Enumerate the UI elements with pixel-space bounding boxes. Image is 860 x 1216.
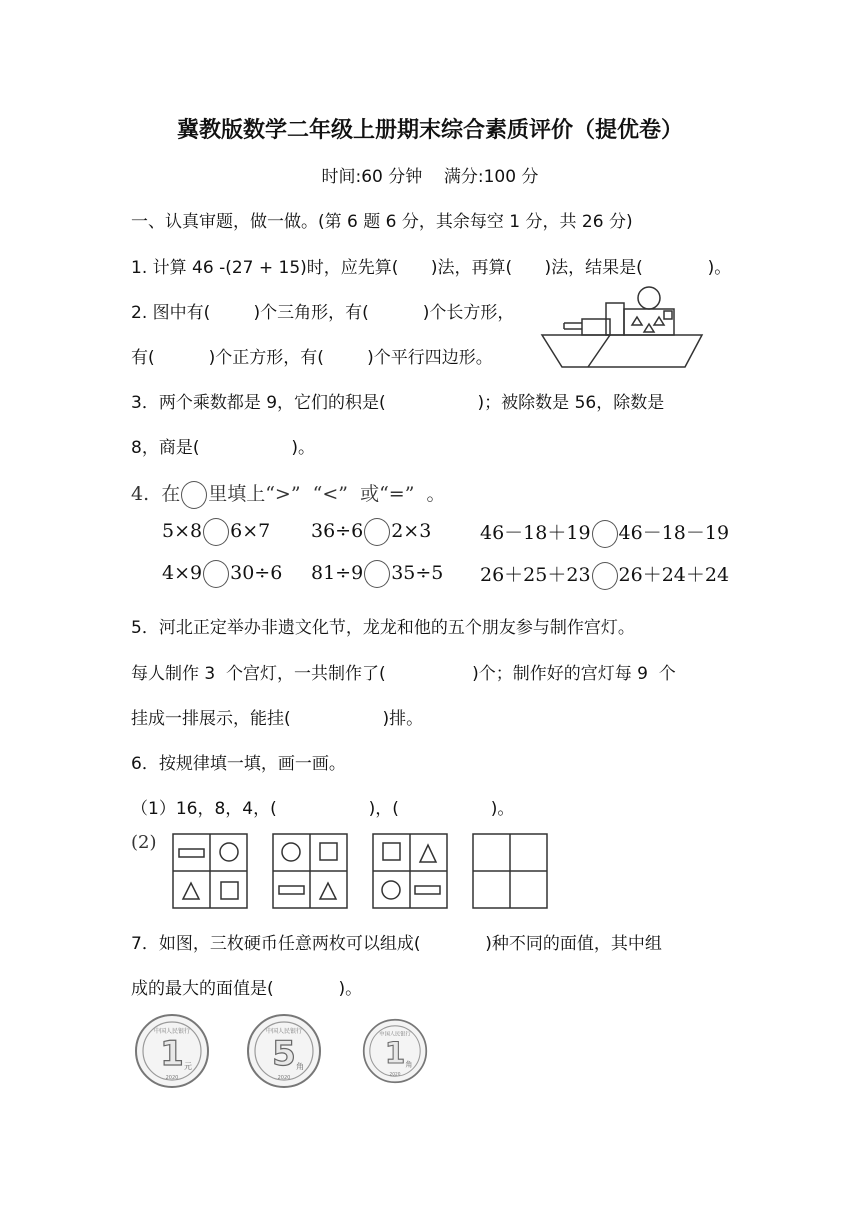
compare-circle bbox=[181, 481, 207, 509]
pattern-grid-answer[interactable] bbox=[472, 833, 548, 909]
expr-left: 5×8 bbox=[162, 520, 203, 542]
coin-value: 5 bbox=[272, 1034, 296, 1074]
coin-unit: 角 bbox=[405, 1060, 413, 1069]
answer-circle[interactable] bbox=[203, 560, 229, 588]
question-7-line-2: 成的最大的面值是( )。 bbox=[131, 979, 363, 999]
coin-year: 2020 bbox=[165, 1075, 179, 1081]
q4-row-2-item-3 bbox=[480, 560, 729, 590]
answer-circle[interactable] bbox=[592, 562, 618, 590]
coin-rim-text: 中国人民银行 bbox=[265, 1028, 303, 1035]
coin-unit: 元 bbox=[184, 1062, 192, 1071]
expr-right: 26＋24＋24 bbox=[618, 564, 730, 586]
answer-circle[interactable] bbox=[364, 518, 390, 546]
expr-right: 2×3 bbox=[391, 520, 432, 542]
expr-left: 36÷6 bbox=[311, 520, 364, 542]
question-6: 6．按规律填一填，画一画。 bbox=[131, 754, 346, 774]
answer-circle[interactable] bbox=[592, 520, 618, 548]
coin-rim-text: 中国人民银行 bbox=[379, 1031, 411, 1038]
question-6-part-1: （1）16，8，4，( )，( )。 bbox=[131, 799, 515, 819]
expr-right: 35÷5 bbox=[391, 562, 444, 584]
q4-row-2-item-1 bbox=[162, 560, 282, 588]
question-3-line-1: 3．两个乘数都是 9，它们的积是( )；被除数是 56，除数是 bbox=[131, 393, 665, 413]
question-6-part-2-label: (2) bbox=[131, 832, 157, 853]
coin-1-yuan bbox=[134, 1013, 210, 1089]
expr-left: 4×9 bbox=[162, 562, 203, 584]
expr-left: 81÷9 bbox=[311, 562, 364, 584]
coin-5-jiao bbox=[246, 1013, 322, 1089]
coin-value: 1 bbox=[160, 1034, 184, 1074]
q4-head-post: 里填上“>” “<” 或“=” 。 bbox=[208, 483, 446, 505]
ship-figure bbox=[540, 285, 705, 375]
question-5-line-2: 每人制作 3 个宫灯，一共制作了( )个；制作好的宫灯每 9 个 bbox=[131, 664, 676, 684]
pattern-grid-1 bbox=[172, 833, 248, 909]
q4-row-1-item-1 bbox=[162, 518, 270, 546]
time-info: 时间:60 分钟 满分:100 分 bbox=[321, 167, 539, 187]
question-4-heading bbox=[131, 479, 446, 509]
question-7-line-1: 7．如图，三枚硬币任意两枚可以组成( )种不同的面值，其中组 bbox=[131, 934, 662, 954]
pattern-grid-3 bbox=[372, 833, 448, 909]
page-title: 冀教版数学二年级上册期末综合素质评价（提优卷） bbox=[176, 118, 683, 143]
q4-head-pre: 4. 在 bbox=[131, 483, 181, 505]
question-5-line-1: 5．河北正定举办非遗文化节，龙龙和他的五个朋友参与制作宫灯。 bbox=[131, 618, 635, 638]
coin-1-jiao bbox=[362, 1018, 428, 1084]
expr-right: 30÷6 bbox=[230, 562, 283, 584]
q4-row-1-item-3 bbox=[480, 518, 729, 548]
question-5-line-3: 挂成一排展示，能挂( )排。 bbox=[131, 709, 424, 729]
coin-value: 1 bbox=[384, 1036, 406, 1071]
coin-unit: 角 bbox=[296, 1062, 304, 1071]
expr-right: 46－18－19 bbox=[618, 522, 730, 544]
question-3-line-2: 8，商是( )。 bbox=[131, 438, 315, 458]
coin-year: 2020 bbox=[277, 1075, 291, 1081]
expr-right: 6×7 bbox=[230, 520, 271, 542]
answer-circle[interactable] bbox=[364, 560, 390, 588]
section-heading: 一、认真审题，做一做。(第 6 题 6 分，其余每空 1 分，共 26 分) bbox=[131, 212, 633, 232]
pattern-grid-2 bbox=[272, 833, 348, 909]
q4-row-1-item-2 bbox=[311, 518, 431, 546]
coin-rim-text: 中国人民银行 bbox=[153, 1028, 191, 1035]
question-2-line-2: 有( )个正方形，有( )个平行四边形。 bbox=[131, 348, 493, 368]
question-2-line-1: 2. 图中有( )个三角形，有( )个长方形， bbox=[131, 303, 515, 323]
q4-row-2-item-2 bbox=[311, 560, 443, 588]
expr-left: 26＋25＋23 bbox=[480, 564, 591, 586]
coin-year: 2020 bbox=[389, 1072, 401, 1078]
question-1: 1. 计算 46 -(27 + 15)时，应先算( )法，再算( )法，结果是( )。 bbox=[131, 258, 732, 278]
expr-left: 46－18＋19 bbox=[480, 522, 591, 544]
answer-circle[interactable] bbox=[203, 518, 229, 546]
